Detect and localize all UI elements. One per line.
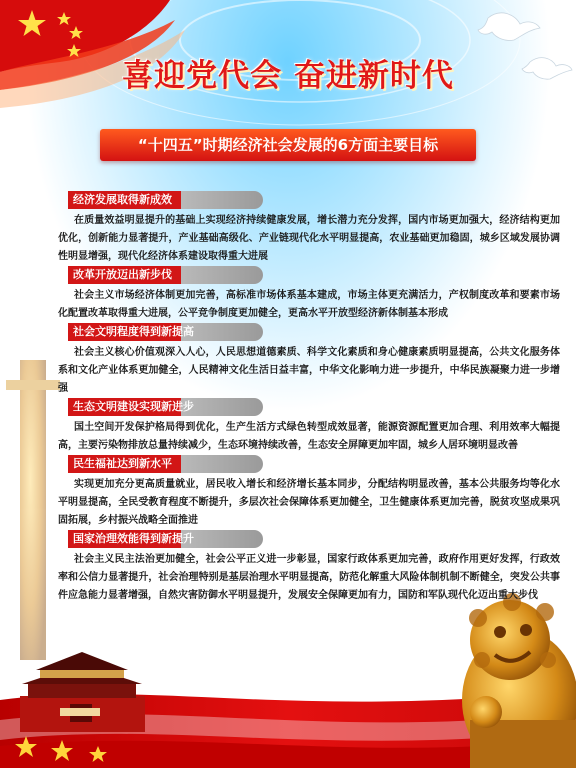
section-heading-bar xyxy=(68,455,263,473)
section-heading: 民生福祉达到新水平 xyxy=(73,457,172,470)
section-heading-bar xyxy=(68,530,263,548)
goal-section xyxy=(58,323,560,398)
goals-content xyxy=(58,191,560,605)
section-heading-bar xyxy=(68,323,263,341)
goal-section xyxy=(58,530,560,605)
section-heading: 社会文明程度得到新提高 xyxy=(73,325,194,338)
section-body: 社会主义市场经济体制更加完善，高标准市场体系基本建成，市场主体更充满活力，产权制度改革和要素市场化配置改革取得重大进展，公平竞争制度更加健全，更高水平开放型经济新体制基本形成 xyxy=(58,290,560,319)
section-body: 国土空间开发保护格局得到优化，生产生活方式绿色转型成效显著，能源资源配置更加合理、利用效率大幅提高，主要污染物排放总量持续减少，生态环境持续改善，生态安全屏障更加牢固，城乡人居环境明显改善 xyxy=(58,422,560,451)
section-body: 实现更加充分更高质量就业，居民收入增长和经济增长基本同步，分配结构明显改善，基本公共服务均等化水平明显提高，全民受教育程度不断提升，多层次社会保障体系更加健全，卫生健康体系更加完善，脱贫攻坚成果巩固拓展，乡村振兴战略全面推进 xyxy=(58,479,560,526)
goal-section xyxy=(58,266,560,323)
section-heading: 改革开放迈出新步伐 xyxy=(73,268,172,281)
section-heading: 国家治理效能得到新提升 xyxy=(73,532,194,545)
goal-section xyxy=(58,191,560,266)
poster-headline: 喜迎党代会 奋进新时代 xyxy=(122,58,454,94)
goal-section xyxy=(58,398,560,455)
section-body: 社会主义民主法治更加健全，社会公平正义进一步彰显，国家行政体系更加完善，政府作用更好发挥，行政效率和公信力显著提升，社会治理特别是基层治理水平明显提高，防范化解重大风险体制机制不断健全，突发公共事件应急能力显著增强，自然灾害防御水平明显提升，发展安全保障更加有力，国防和军队现代化迈出重大步伐 xyxy=(58,554,560,601)
section-heading: 经济发展取得新成效 xyxy=(73,193,172,206)
goal-section xyxy=(58,455,560,530)
section-body: 在质量效益明显提升的基础上实现经济持续健康发展，增长潜力充分发挥，国内市场更加强大，经济结构更加优化，创新能力显著提升，产业基础高级化、产业链现代化水平明显提高，农业基础更加稳固，城乡区域发展协调性明显增强，现代化经济体系建设取得重大进展 xyxy=(58,215,560,262)
section-heading-bar xyxy=(68,266,263,284)
title-banner: “十四五”时期经济社会发展的6方面主要目标 xyxy=(100,129,476,161)
section-heading: 生态文明建设实现新进步 xyxy=(73,400,194,413)
section-heading-bar xyxy=(68,191,263,209)
section-heading-bar xyxy=(68,398,263,416)
section-body: 社会主义核心价值观深入人心，人民思想道德素质、科学文化素质和身心健康素质明显提高，公共文化服务体系和文化产业体系更加健全，人民精神文化生活日益丰富，中华文化影响力进一步提升，中华民族凝聚力进一步增强 xyxy=(58,347,560,394)
